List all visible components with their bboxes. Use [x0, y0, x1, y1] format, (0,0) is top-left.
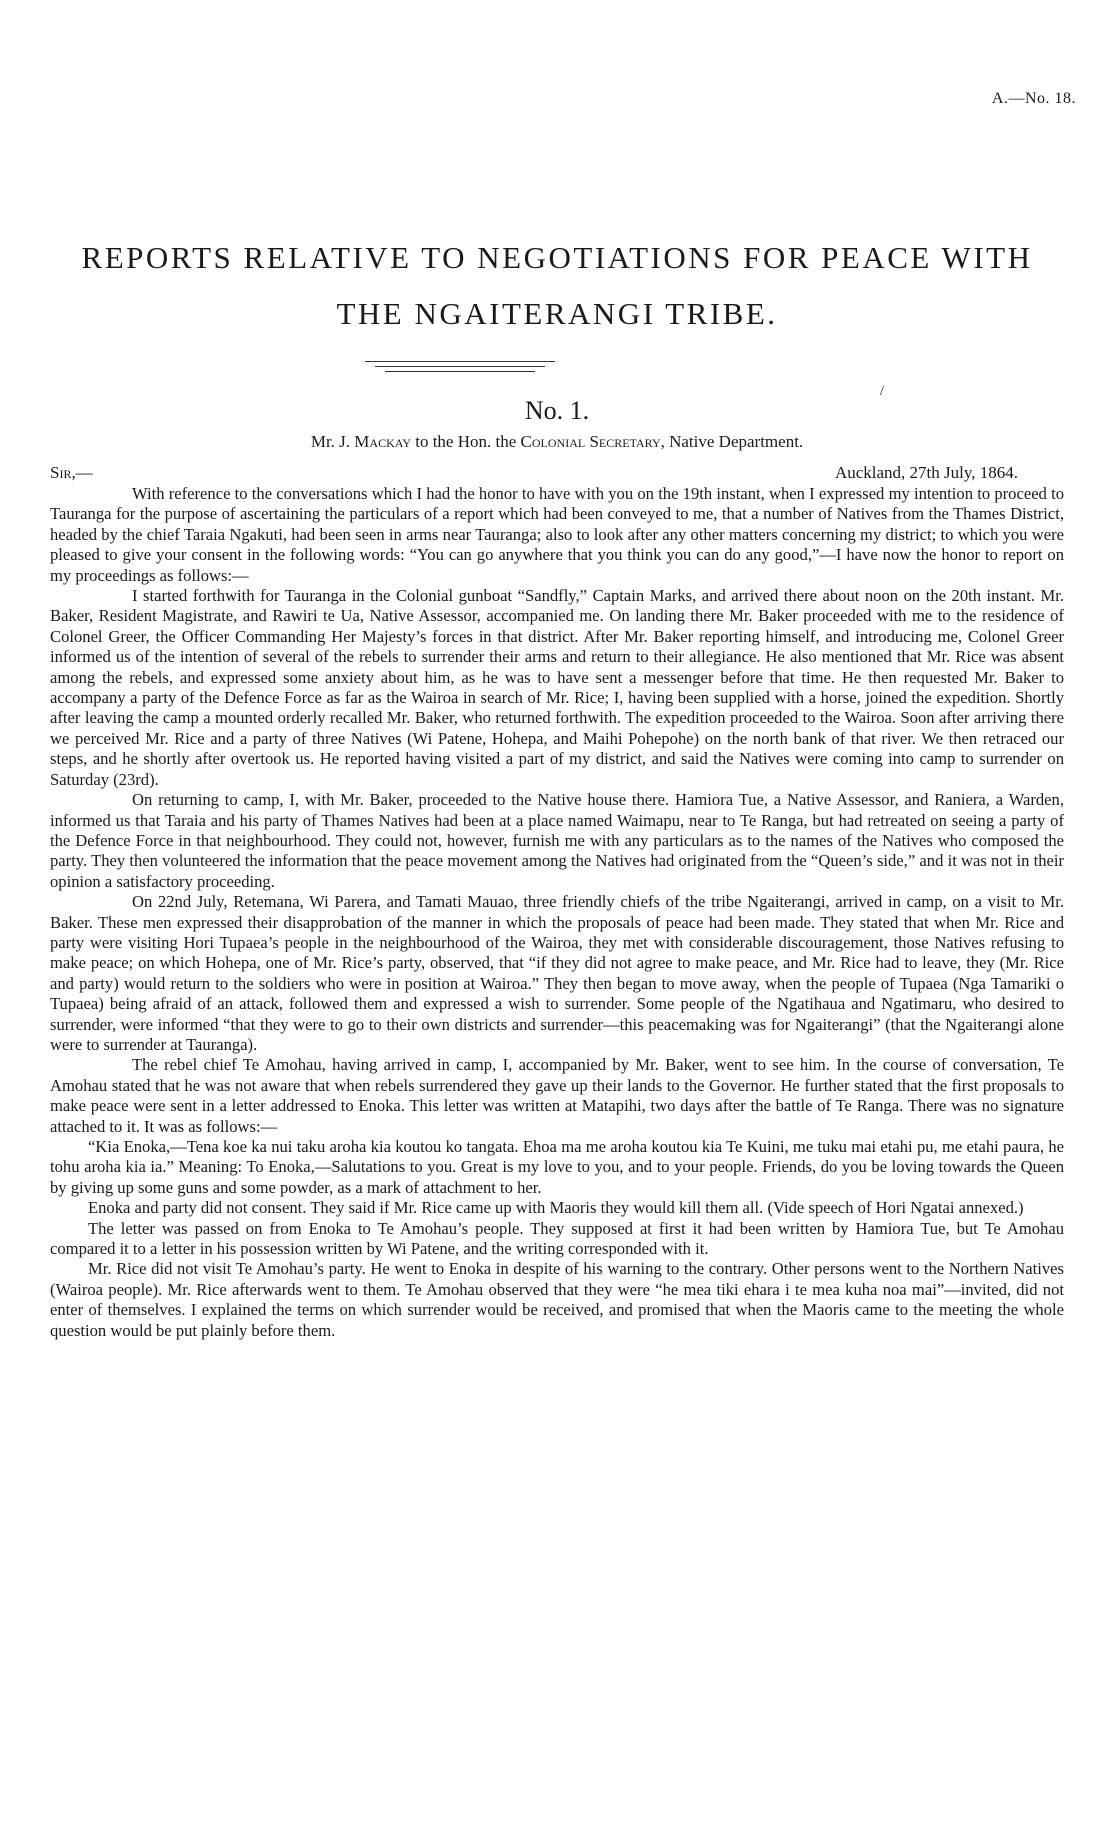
margin-tick-mark: /	[880, 384, 884, 399]
paragraph-8: Mr. Rice did not visit Te Amohau’s party. He went to Enoka in despite of his warning to the contrary. Other persons went to the Northern Natives (Wairoa people). Mr. Rice afterwards went to them. Te Amohau observed that they were “he mea tiki ehara i te mea kuha noa mai”—invited, did not enter of themselves. I explained the terms on which surrender would be received, and promised that when the Maoris came to the meeting the whole question would be put plainly before them.	[50, 1259, 1064, 1340]
document-title-line-1: REPORTS RELATIVE TO NEGOTIATIONS FOR PEACE WITH	[81, 240, 1033, 275]
paragraph-5: The rebel chief Te Amohau, having arrived in camp, I, accompanied by Mr. Baker, went to see him. In the course of conversation, Te Amohau stated that he was not aware that when rebels surrendered they gave up their lands to the Governor. He further stated that the first proposals to make peace were sent in a letter addressed to Enoka. This letter was written at Matapihi, two days after the battle of Te Ranga. There was no signature attached to it. It was as follows:—	[50, 1055, 1064, 1136]
route-suffix: , Native Department.	[660, 432, 804, 451]
paragraph-3: On returning to camp, I, with Mr. Baker, proceeded to the Native house there. Hamiora Tue, a Native Assessor, and Raniera, a Warden, informed us that Taraia and his party of Thames Natives had been at a place named Waimapu, near to Te Ranga, but had retreated on seeing a party of the Defence Force in that neighbourhood. They could not, however, furnish me with any particulars as to the names of the Natives who composed the party. They then volunteered the information that the peace movement among the Natives had originated from the “Queen’s side,” and it was not in their opinion a satisfactory proceeding.	[50, 790, 1064, 891]
title-rule-top	[365, 361, 555, 362]
route-recipient: Colonial Secretary	[520, 432, 661, 451]
paragraph-6: Enoka and party did not consent. They said if Mr. Rice came up with Maoris they would kill them all. (Vide speech of Hori Ngatai annexed.)	[88, 1198, 1024, 1218]
route-middle: to the Hon. the	[410, 432, 521, 451]
paragraph-2: I started forthwith for Tauranga in the Colonial gunboat “Sandfly,” Captain Marks, and arrived there about noon on the 20th instant. Mr. Baker, Resident Magistrate, and Rawiri te Ua, Native Assessor, accompanied me. On landing there Mr. Baker proceeded with me to the residence of Colonel Greer, the Officer Commanding Her Majesty’s forces in that district. After Mr. Baker reporting himself, and introducing me, Colonel Greer informed us of the intention of several of the rebels to surrender their arms and return to their allegiance. He also mentioned that Mr. Rice was absent among the rebels, and expressed some anxiety about him, as he was to have sent a messenger before that time. He then requested Mr. Baker to accompany a party of the Defence Force as far as the Wairoa in search of Mr. Rice; I, having been supplied with a horse, joined the expedition. Shortly after leaving the camp a mounted orderly recalled Mr. Baker, who returned forthwith. The expedition proceeded to the Wairoa. Soon after arriving there we perceived Mr. Rice and a party of three Natives (Wi Patene, Hohepa, and Maihi Pohepohe) on the north bank of that river. We then retraced our steps, and he shortly after overtook us. He reported having visited a part of my district, and said the Natives were coming into camp to surrender on Saturday (23rd).	[50, 586, 1064, 789]
route-prefix: Mr. J.	[310, 432, 355, 451]
title-rule-middle	[375, 366, 545, 367]
correspondence-route	[0, 432, 1114, 452]
paragraph-quoted-letter: “Kia Enoka,—Tena koe ka nui taku aroha kia koutou ko tangata. Ehoa ma me aroha koutou kia Te Kuini, me tuku mai etahi pu, me etahi paura, he tohu aroha kia ia.” Meaning: To Enoka,—Salutations to you. Great is my love to you, and to your people. Friends, do you be loving towards the Queen by giving up some guns and some powder, as a mark of attachment to her.	[50, 1137, 1064, 1197]
paragraph-4: On 22nd July, Retemana, Wi Parera, and Tamati Mauao, three friendly chiefs of the tribe Ngaiterangi, arrived in camp, on a visit to Mr. Baker. These men expressed their disapprobation of the manner in which the proposals of peace had been made. They stated that when Mr. Rice and party were visiting Hori Tupaea’s people in the neighbourhood of the Wairoa, they met with considerable discouragement, those Natives refusing to make peace; on which Hohepa, one of Mr. Rice’s party, observed, that “if they did not agree to make peace, and Mr. Rice had to leave, they (Mr. Rice and party) would return to the soldiers who were in position at Wairoa.” They then began to move away, when the people of Tupaea (Nga Tamariki o Tupaea) being afraid of an attack, followed them and expressed a wish to surrender. Some people of the Ngatihaua and Ngatimaru, who desired to surrender, were informed “that they were to go to their own districts and surrender—this peacemaking was for Ngaiterangi” (that the Ngaiterangi alone were to surrender at Tauranga).	[50, 892, 1064, 1054]
document-number: No. 1.	[524, 396, 590, 425]
place-date: Auckland, 27th July, 1864.	[834, 463, 1018, 482]
route-author: Mackay	[354, 432, 411, 451]
document-title-line-2: THE NGAITERANGI TRIBE.	[336, 296, 778, 331]
letter-body	[50, 484, 1064, 1341]
document-reference: A.—No. 18.	[991, 90, 1076, 107]
title-rule-bottom	[385, 371, 535, 372]
paragraph-1: With reference to the conversations which I had the honor to have with you on the 19th instant, when I expressed my intention to proceed to Tauranga for the purpose of ascertaining the particulars of a report which had been conveyed to me, that a number of Natives from the Thames District, headed by the chief Taraia Ngakuti, had been seen in arms near Tauranga; also to look after any other matters concerning my district; to which you were pleased to give your consent in the following words: “You can go anywhere that you think you can do any good,”—I have now the honor to report on my proceedings as follows:—	[50, 484, 1064, 585]
paragraph-7: The letter was passed on from Enoka to Te Amohau’s people. They supposed at first it had been written by Hamiora Tue, but Te Amohau compared it to a letter in his possession written by Wi Patene, and the writing corresponded with it.	[50, 1218, 1064, 1259]
salutation: Sir,—	[50, 463, 93, 482]
